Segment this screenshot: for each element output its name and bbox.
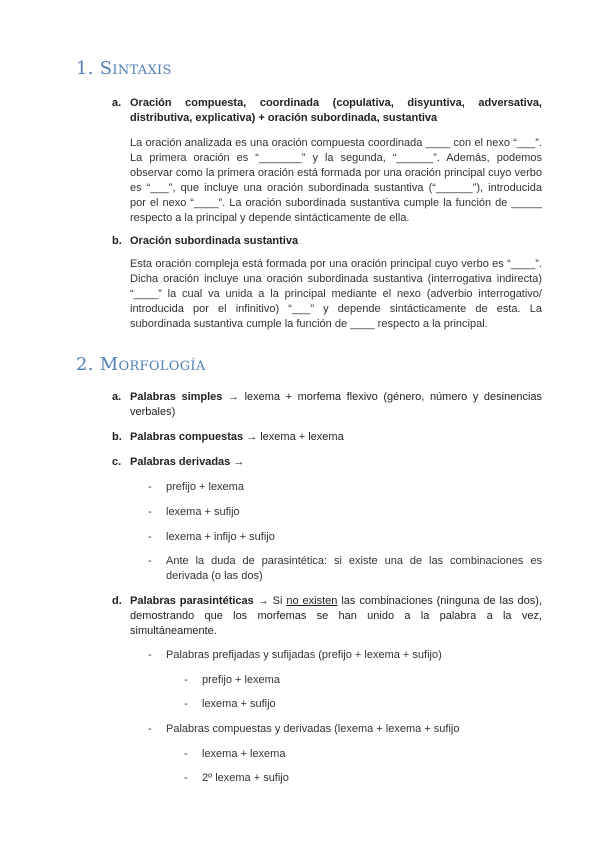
item-c-term: Palabras derivadas <box>130 456 231 468</box>
bullet-dash: - <box>148 481 152 493</box>
section-2-item-b <box>112 430 542 445</box>
list-item-text: lexema + sufijo <box>202 698 276 710</box>
bullet-dash: - <box>184 698 188 710</box>
item-d-label: d. <box>112 595 122 607</box>
item-a-term: Palabras simples <box>130 391 223 403</box>
section-2-item-a <box>112 390 542 420</box>
section-2-title: Morfología <box>99 354 206 375</box>
item-d-text <box>130 594 542 639</box>
list-item <box>148 530 542 545</box>
list-item <box>184 697 542 712</box>
section-2-item-c <box>112 455 542 470</box>
item-d-underline: no existen <box>286 595 338 607</box>
item-a-label: a. <box>112 391 122 403</box>
list-item <box>184 673 542 688</box>
list-item <box>148 505 542 520</box>
bullet-dash: - <box>184 772 188 784</box>
item-a-text <box>130 390 542 420</box>
section-2-heading <box>76 354 206 375</box>
item-c-label: c. <box>112 456 122 468</box>
section-2-number: 2. <box>76 354 94 375</box>
item-b-text <box>130 430 542 445</box>
bullet-dash: - <box>148 723 152 735</box>
bullet-dash: - <box>148 649 152 661</box>
section-1-item-a <box>112 96 542 126</box>
list-item-text: prefijo + lexema <box>166 481 244 493</box>
section-1-item-b <box>112 234 542 249</box>
item-d-term: Palabras parasintéticas <box>130 595 254 607</box>
item-b-definition: → lexema + lexema <box>243 431 344 443</box>
list-item-text: Ante la duda de parasintética: si existe una de las combinaciones es derivada (o las dos) <box>166 555 542 582</box>
list-item <box>184 771 542 786</box>
item-a-title: Oración compuesta, coordinada (copulativa, disyuntiva, adversativa, distributiva, explicativa) + oración subordinada, sustantiva <box>130 97 542 124</box>
item-d-post: las combinaciones (ninguna de las dos), demostrando que los morfemas se han unido a la palabra a la vez, simultáneamente. <box>130 595 543 637</box>
item-b-label: b. <box>112 235 122 247</box>
sublist-group-2 <box>148 722 542 737</box>
list-item <box>148 554 542 584</box>
item-c-arrow: → <box>230 456 245 468</box>
section-1-title: Sintaxis <box>99 58 172 79</box>
section-1-heading <box>76 58 172 79</box>
item-c-text <box>130 455 542 470</box>
sublist-group-1 <box>148 648 542 663</box>
bullet-dash: - <box>184 674 188 686</box>
item-a-paragraph: La oración analizada es una oración compuesta coordinada ____ con el nexo “___”. La primera oración es “_______” y la segunda, “______”. Además, podemos observar como la primera oración está formada por una oración principal cuyo verbo es “___”, que incluye una oración subordinada sustantiva (“______”), introducida por el nexo “____”. La oración subordinada sustantiva cumple la función de _____ respecto a la principal y depende sintácticamente de ella. <box>130 137 542 224</box>
list-item <box>184 747 542 762</box>
sublist-group-2-title: Palabras compuestas y derivadas (lexema + lexema + sufijo <box>166 723 460 735</box>
item-b-paragraph: Esta oración compleja está formada por una oración principal cuyo verbo es “____”. Dicha oración incluye una oración subordinada sustantiva (interrogativa indirecta) “____” la cual va unida a la principal mediante el nexo (adverbio interrogativo/ introducida por el infinitivo) “___” y depende sintácticamente de esta. La subordinada sustantiva cumple la función de ____ respecto a la principal. <box>130 258 542 330</box>
item-b-label: b. <box>112 431 122 443</box>
bullet-dash: - <box>148 531 152 543</box>
bullet-dash: - <box>148 555 152 567</box>
item-d-pre: → Si <box>253 595 287 607</box>
section-1-number: 1. <box>76 58 94 79</box>
item-b-term: Palabras compuestas <box>130 431 244 443</box>
sublist-group-1-title: Palabras prefijadas y sufijadas (prefijo + lexema + sufijo) <box>166 649 442 661</box>
item-a-definition: → lexema + morfema flexivo (género, número y desinencias verbales) <box>130 391 543 418</box>
bullet-dash: - <box>184 748 188 760</box>
section-2-item-d <box>112 594 542 639</box>
item-a-label: a. <box>112 97 122 109</box>
list-item-text: lexema + infijo + sufijo <box>166 531 275 543</box>
list-item-text: prefijo + lexema <box>202 674 280 686</box>
list-item-text: lexema + lexema <box>202 748 286 760</box>
list-item-text: 2º lexema + sufijo <box>202 772 289 784</box>
item-b-title: Oración subordinada sustantiva <box>130 235 299 247</box>
bullet-dash: - <box>148 506 152 518</box>
list-item <box>148 480 542 495</box>
list-item-text: lexema + sufijo <box>166 506 240 518</box>
